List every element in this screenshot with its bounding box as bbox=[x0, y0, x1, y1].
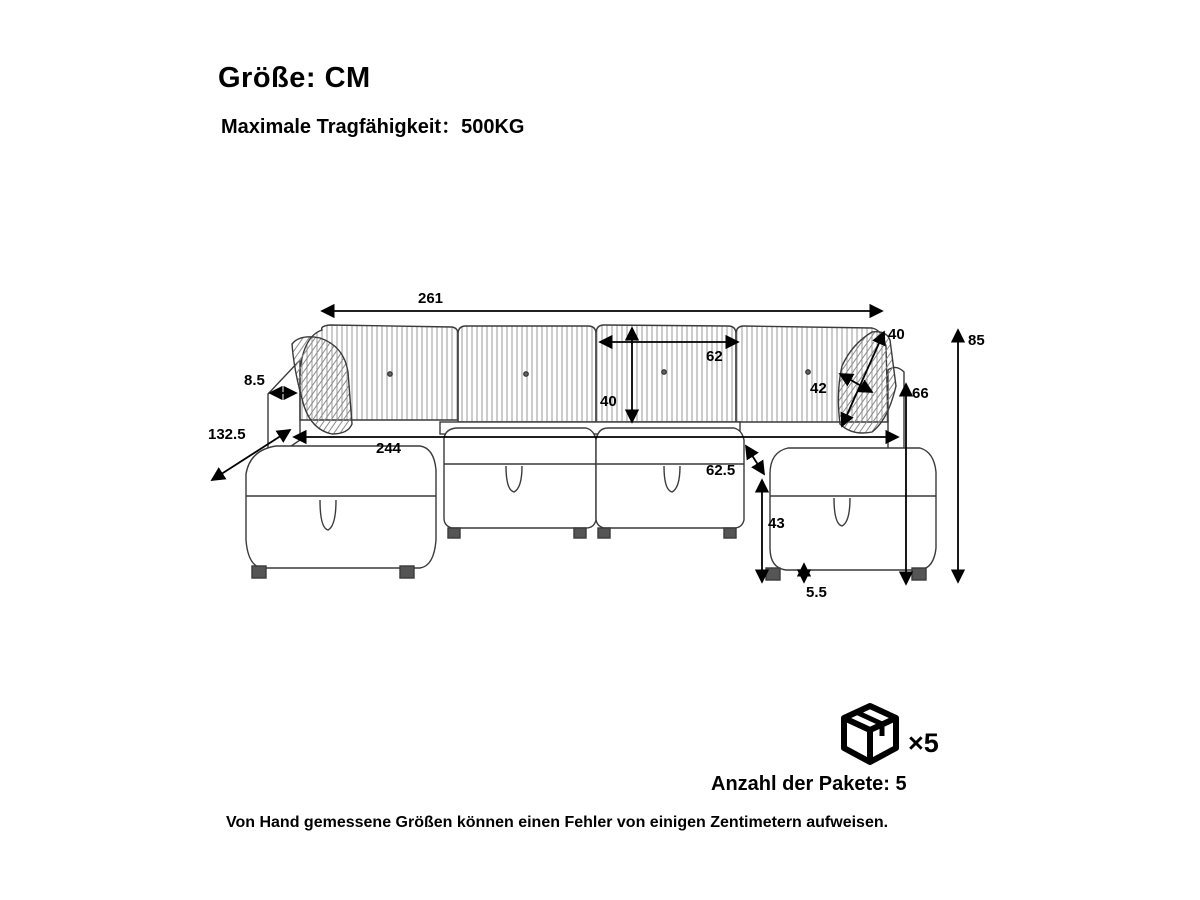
sofa-drawing bbox=[246, 325, 936, 580]
leg bbox=[766, 568, 780, 580]
leg bbox=[724, 528, 736, 538]
dim-seat-width: 244 bbox=[376, 440, 402, 457]
dim-seat-depth: 62.5 bbox=[706, 462, 736, 479]
leg bbox=[252, 566, 266, 578]
dim-total-width: 261 bbox=[418, 290, 444, 307]
measurement-disclaimer: Von Hand gemessene Größen können einen Fehler von einigen Zentimetern aufweisen. bbox=[226, 814, 889, 831]
dim-cushion-height: 40 bbox=[600, 393, 617, 410]
leg bbox=[448, 528, 460, 538]
dim-line-seat-depth bbox=[746, 446, 764, 474]
right-ottoman bbox=[770, 448, 936, 570]
package-box-icon bbox=[838, 702, 902, 766]
center-seat-1 bbox=[444, 428, 596, 528]
dim-seat-height: 43 bbox=[768, 515, 785, 532]
dim-depth: 132.5 bbox=[208, 426, 246, 443]
package-count-label: Anzahl der Pakete: 5 bbox=[711, 773, 907, 795]
max-load-capacity: Maximale Tragfähigkeit：500KG bbox=[221, 116, 525, 138]
dim-total-height: 85 bbox=[968, 332, 985, 349]
dim-leg-height: 5.5 bbox=[806, 584, 827, 601]
left-ottoman bbox=[246, 446, 436, 568]
leg bbox=[598, 528, 610, 538]
leg bbox=[574, 528, 586, 538]
dim-pillow-thickness: 40 bbox=[888, 326, 905, 343]
dim-cushion-width: 62 bbox=[706, 348, 723, 365]
leg bbox=[400, 566, 414, 578]
package-count: ×5 bbox=[908, 728, 939, 758]
leg bbox=[912, 568, 926, 580]
dim-pillow-size: 42 bbox=[810, 380, 827, 397]
dim-arm-width: 8.5 bbox=[244, 372, 265, 389]
page-title: Größe: CM bbox=[218, 62, 371, 94]
dim-back-height: 66 bbox=[912, 385, 929, 402]
